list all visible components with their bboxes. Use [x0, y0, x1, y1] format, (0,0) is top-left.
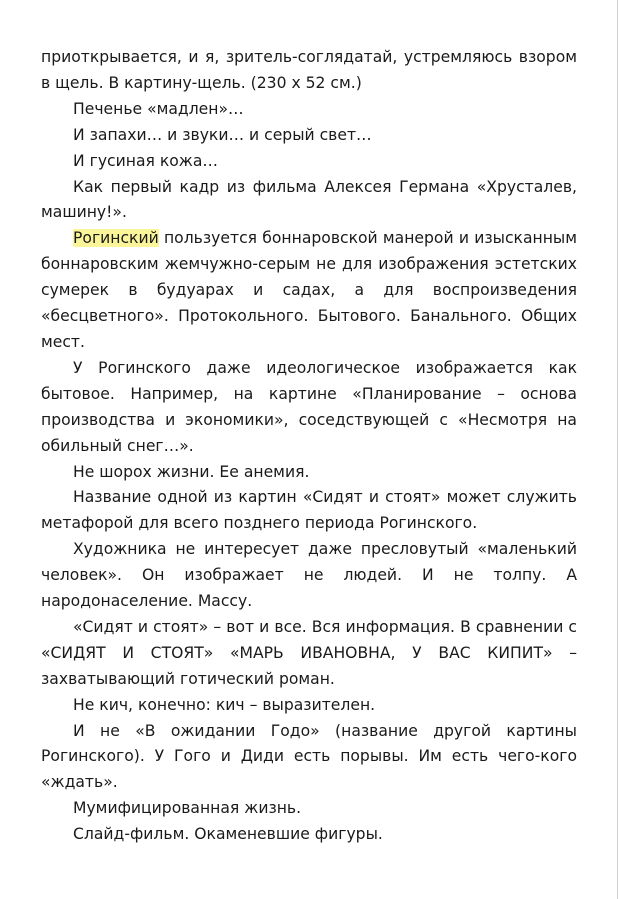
- paragraph: Как первый кадр из фильма Алексея Германа «Хрусталев, машину!».: [41, 177, 577, 222]
- paragraph: И не «В ожидании Годо» (название другой картины Рогинского). У Гого и Диди есть порывы. Им есть чего-кого «ждать».: [41, 721, 577, 792]
- paragraph: Художника не интересует даже пресловутый «маленький человек». Он изображает не людей. И не толпу. А народонаселение. Массу.: [41, 540, 577, 611]
- paragraph: Не шорох жизни. Ее анемия.: [73, 462, 310, 481]
- paragraph: У Рогинского даже идеологическое изображается как бытовое. Например, на картине «Планирование – основа производства и экономики», соседствующей с «Несмотря на обильный снег…».: [41, 358, 577, 455]
- document-body: [41, 45, 577, 848]
- paragraph: Слайд-фильм. Окаменевшие фигуры.: [73, 825, 383, 844]
- paragraph: «Сидят и стоят» – вот и все. Вся информация. В сравнении с «СИДЯТ И СТОЯТ» «МАРЬ ИВАНОВНА, У ВАС КИПИТ» – захватывающий готический роман.: [41, 617, 577, 688]
- paragraph: Печенье «мадлен»…: [73, 99, 244, 118]
- paragraph-with-highlight: [41, 226, 577, 356]
- paragraph-continuation: приоткрывается, и я, зритель-соглядатай, устремляюсь взором в щель. В картину-щель. (230 x 52 см.): [41, 48, 577, 92]
- paragraph: И гусиная кожа…: [73, 151, 218, 170]
- paragraph: И запахи… и звуки… и серый свет…: [73, 125, 372, 144]
- highlighted-text[interactable]: Рогинский: [73, 229, 159, 248]
- paragraph: Не кич, конечно: кич – выразителен.: [73, 695, 376, 714]
- paragraph: Мумифицированная жизнь.: [73, 799, 302, 818]
- paragraph: Название одной из картин «Сидят и стоят» может служить метафорой для всего позднего периода Рогинского.: [41, 488, 577, 533]
- paragraph-text: пользуется боннаровской манерой и изысканным боннаровским жемчужно-серым не для изображения эстетских сумерек в будуарах и садах, а для воспроизведения «бесцветного». Протокольного. Бытового. Банального. Общих мест.: [41, 229, 577, 351]
